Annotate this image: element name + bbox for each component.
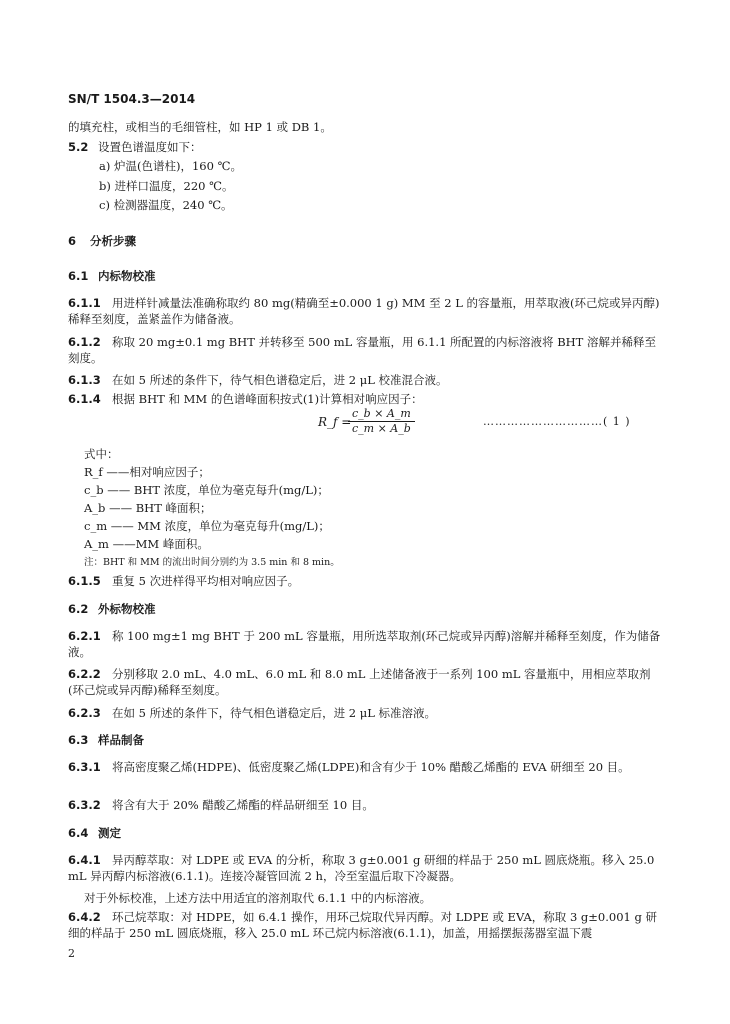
clause-text: 称取 20 mg±0.1 mg BHT 并转移至 500 mL 容量瓶，用 6.1.1 所配置的内标溶液将 BHT 溶解并稀释至刻度。 [68, 335, 657, 365]
clause-6-1-2 [68, 334, 662, 366]
section-6-3-heading [68, 732, 144, 748]
clause-text: 重复 5 次进样得平均相对响应因子。 [112, 574, 300, 588]
clause-number: 5.2 [68, 140, 89, 154]
note: 注：BHT 和 MM 的流出时间分别约为 3.5 min 和 8 min。 [84, 557, 340, 568]
formula-denominator: c_m × A_b [352, 422, 411, 435]
clause-text: 将高密度聚乙烯(HDPE)、低密度聚乙烯(LDPE)和含有少于 10% 醋酸乙烯酯的 EVA 研细至 20 目。 [112, 760, 630, 774]
clause-6-2-3 [68, 705, 436, 721]
clause-text: 在如 5 所述的条件下，待气相色谱稳定后，进 2 μL 标准溶液。 [112, 706, 437, 720]
definition-cb: c_b —— BHT 浓度，单位为毫克每升(mg/L)； [84, 483, 329, 497]
clause-6-1-5 [68, 573, 299, 589]
clause-text: 环己烷萃取：对 HDPE，如 6.4.1 操作，用环己烷取代异丙醇。对 LDPE 或 EVA，称取 3 g±0.001 g 研细的样品于 250 mL 圆底烧瓶，移入 25.0 mL 环己烷内标溶液(6.1.1)，加盖，用摇摆振荡器室温下震 [68, 910, 658, 940]
clause-text: 用进样针减量法准确称取约 80 mg(精确至±0.000 1 g) MM 至 2 L 的容量瓶，用萃取液(环己烷或异丙醇)稀释至刻度，盖紧盖作为储备液。 [68, 296, 660, 326]
section-6-2-heading [68, 601, 156, 617]
definition-rf: R_f ——相对响应因子； [84, 465, 210, 479]
clause-number: 6.4.2 [68, 910, 101, 924]
clause-text: 将含有大于 20% 醋酸乙烯酯的样品研细至 10 目。 [112, 798, 374, 812]
clause-6-1-1 [68, 295, 662, 327]
section-title: 样品制备 [98, 733, 144, 747]
section-number: 6.2 [68, 602, 89, 616]
clause-6-3-1 [68, 759, 662, 775]
list-item-b: b) 进样口温度，220 ℃。 [99, 179, 234, 193]
section-title: 分析步骤 [90, 234, 136, 248]
formula-lhs: R_f = [318, 415, 352, 429]
clause-6-4-2 [68, 909, 662, 941]
section-6-4-heading [68, 825, 121, 841]
clause-text: 设置色谱温度如下： [98, 140, 202, 154]
clause-6-1-4 [68, 391, 423, 407]
section-6-heading [68, 233, 136, 249]
clause-number: 6.4.1 [68, 853, 101, 867]
standard-header: SN/T 1504.3—2014 [68, 92, 196, 106]
definition-am: A_m ——MM 峰面积。 [84, 537, 209, 551]
section-6-1-heading [68, 268, 156, 284]
clause-text: 异丙醇萃取：对 LDPE 或 EVA 的分析，称取 3 g±0.001 g 研细的样品于 250 mL 圆底烧瓶。移入 25.0 mL 异丙醇内标溶液(6.1.1)。连接冷凝管回流 2 h，冷至室温后取下冷凝器。 [68, 853, 655, 883]
clause-6-3-2 [68, 797, 374, 813]
section-number: 6 [68, 234, 77, 248]
clause-number: 6.2.3 [68, 706, 101, 720]
clause-6-2-2 [68, 666, 662, 698]
list-item-a: a) 炉温(色谱柱)，160 ℃。 [99, 159, 242, 173]
clause-number: 6.1.1 [68, 296, 101, 310]
clause-number: 6.2.1 [68, 629, 101, 643]
where-label: 式中： [84, 447, 119, 461]
formula-numerator: c_b × A_m [348, 407, 415, 422]
clause-number: 6.2.2 [68, 667, 101, 681]
clause-6-4-1 [68, 852, 662, 884]
clause-6-2-1 [68, 628, 662, 660]
page-number: 2 [68, 947, 75, 960]
clause-number: 6.1.3 [68, 373, 101, 387]
section-title: 测定 [98, 826, 121, 840]
clause-6-4-1-paragraph: 对于外标校准，上述方法中用适宜的溶剂取代 6.1.1 中的内标溶液。 [84, 891, 432, 905]
continued-line: 的填充柱，或相当的毛细管柱，如 HP 1 或 DB 1。 [68, 120, 332, 134]
formula-equation-number: …………………………( 1 ) [483, 415, 631, 428]
clause-number: 6.3.1 [68, 760, 101, 774]
section-title: 外标物校准 [98, 602, 156, 616]
definition-cm: c_m —— MM 浓度，单位为毫克每升(mg/L)； [84, 519, 330, 533]
definition-ab: A_b —— BHT 峰面积； [84, 501, 212, 515]
clause-6-1-3 [68, 372, 448, 388]
clause-number: 6.3.2 [68, 798, 101, 812]
section-title: 内标物校准 [98, 269, 156, 283]
section-number: 6.1 [68, 269, 89, 283]
clause-number: 6.1.5 [68, 574, 101, 588]
section-number: 6.4 [68, 826, 89, 840]
clause-number: 6.1.2 [68, 335, 101, 349]
clause-5-2 [68, 139, 202, 155]
clause-text: 根据 BHT 和 MM 的色谱峰面积按式(1)计算相对响应因子： [112, 392, 423, 406]
clause-text: 在如 5 所述的条件下，待气相色谱稳定后，进 2 μL 校准混合液。 [112, 373, 448, 387]
clause-text: 分别移取 2.0 mL、4.0 mL、6.0 mL 和 8.0 mL 上述储备液于一系列 100 mL 容量瓶中，用相应萃取剂(环己烷或异丙醇)稀释至刻度。 [68, 667, 651, 697]
list-item-c: c) 检测器温度，240 ℃。 [99, 198, 233, 212]
section-number: 6.3 [68, 733, 89, 747]
clause-number: 6.1.4 [68, 392, 101, 406]
formula-fraction [348, 407, 415, 436]
formula-1 [318, 407, 648, 441]
clause-text: 称 100 mg±1 mg BHT 于 200 mL 容量瓶，用所选萃取剂(环己烷或异丙醇)溶解并稀释至刻度，作为储备液。 [68, 629, 661, 659]
